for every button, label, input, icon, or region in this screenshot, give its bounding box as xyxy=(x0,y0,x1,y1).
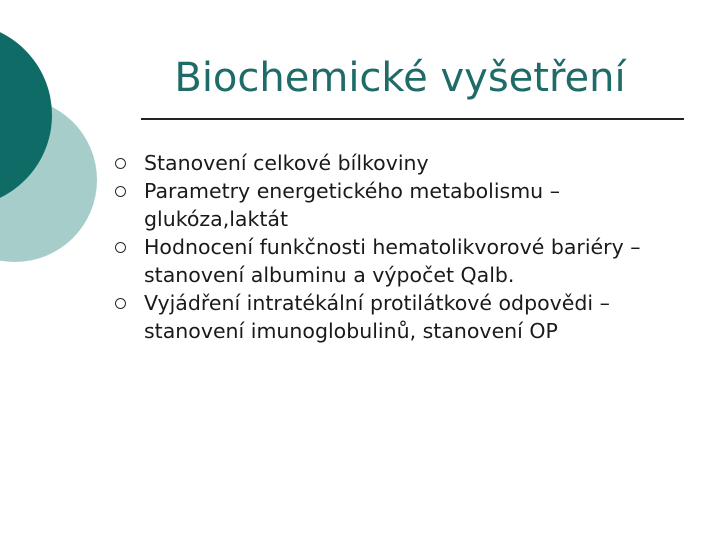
bullet-item xyxy=(114,289,704,345)
slide-title: Biochemické vyšetření xyxy=(174,55,626,101)
bullet-text: Stanovení celkové bílkoviny xyxy=(144,151,429,175)
bullet-item xyxy=(114,149,704,177)
bullet-text: Parametry energetického metabolismu – glukóza,laktát xyxy=(144,179,560,231)
decorative-circles xyxy=(0,0,120,300)
bullet-list xyxy=(114,149,704,345)
hollow-circle-bullet-icon xyxy=(115,158,126,169)
bullet-item xyxy=(114,177,704,233)
hollow-circle-bullet-icon xyxy=(115,298,126,309)
bullet-text: Vyjádření intratékální protilátkové odpovědi – stanovení imunoglobulinů, stanovení OP xyxy=(144,291,610,343)
bullet-text: Hodnocení funkčnosti hematolikvorové bariéry –stanovení albuminu a výpočet Qalb. xyxy=(144,235,641,287)
title-divider xyxy=(141,118,684,120)
hollow-circle-bullet-icon xyxy=(115,242,126,253)
bullet-item xyxy=(114,233,704,289)
hollow-circle-bullet-icon xyxy=(115,186,126,197)
